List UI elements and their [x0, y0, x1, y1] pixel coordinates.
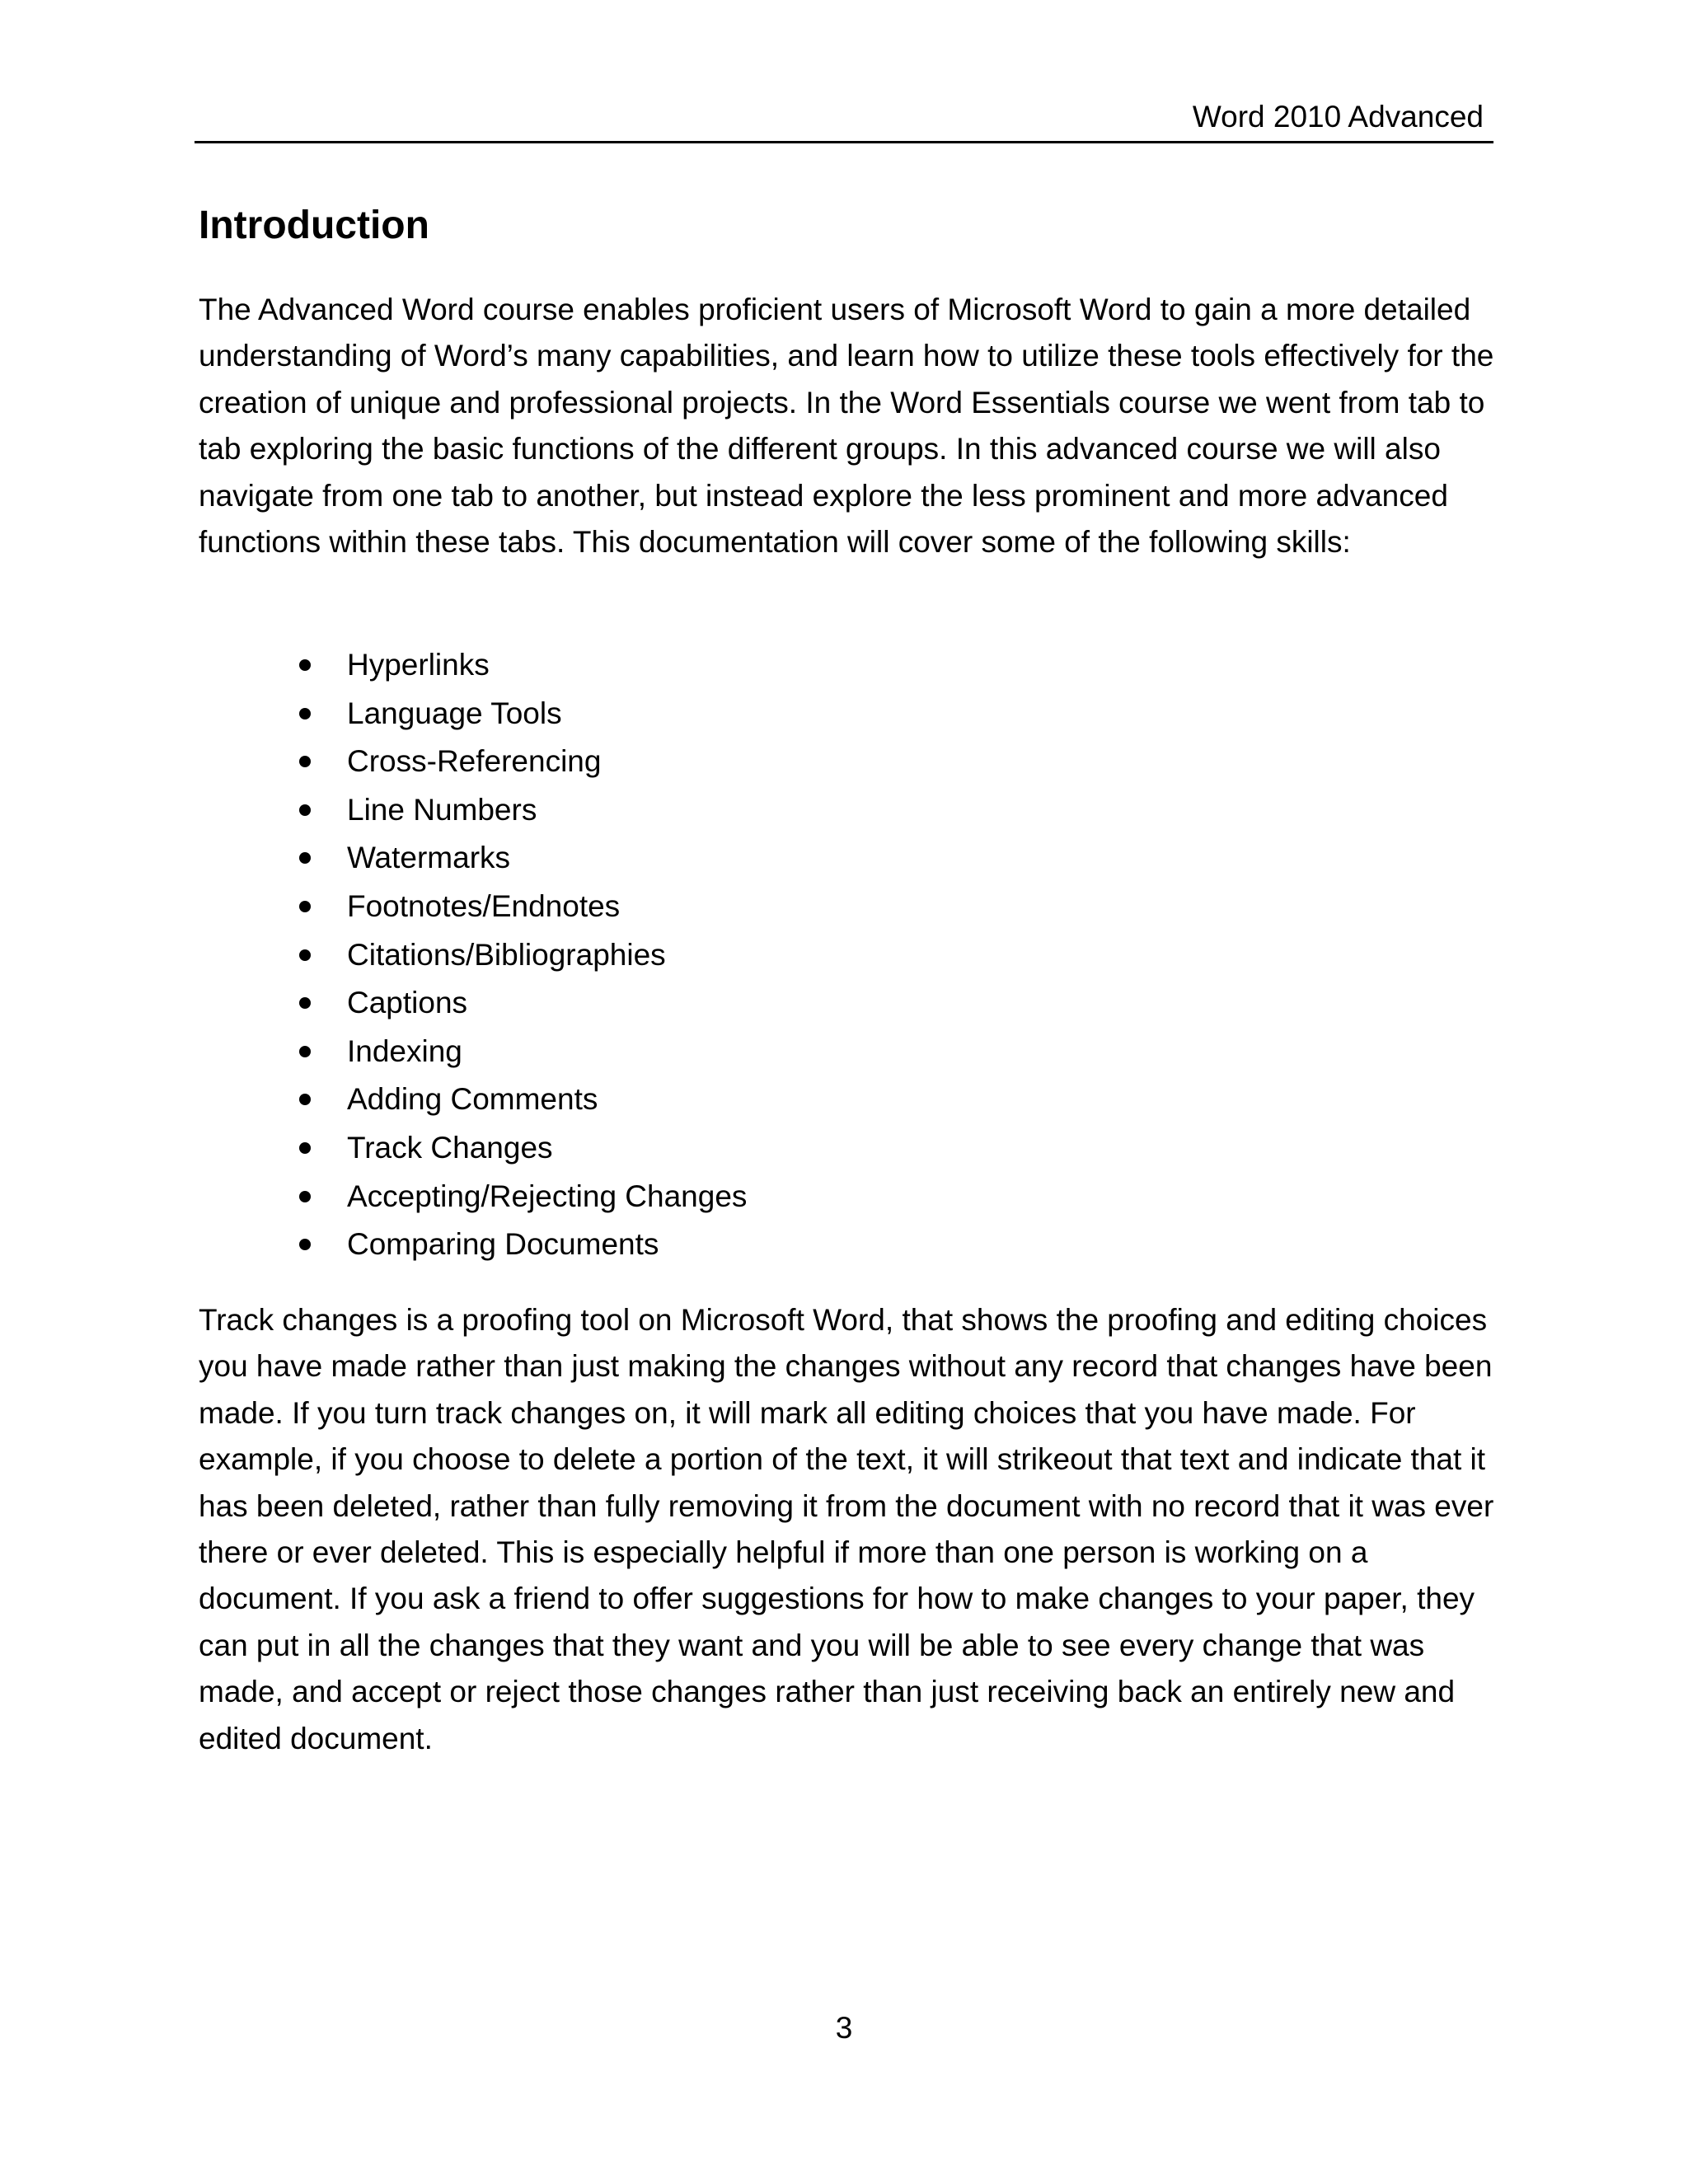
skill-label: Line Numbers: [347, 792, 537, 827]
bullet-icon: [299, 1046, 311, 1057]
skill-list-item: [294, 979, 1036, 1028]
running-header-title: Word 2010 Advanced: [1192, 100, 1484, 134]
bullet-icon: [299, 901, 311, 912]
bullet-icon: [299, 949, 311, 961]
bullet-icon: [299, 708, 311, 719]
closing-paragraph: Track changes is a proofing tool on Microsoft Word, that shows the proofing and editing choices you have made rather than just making the changes without any record that changes have been made. If you turn track changes on, it will mark all editing choices that you have made. For example, if you choose to delete a portion of the text, it will strikeout that text and indicate that it has been deleted, rather than fully removing it from the document with no record that it was ever there or ever deleted. This is especially helpful if more than one person is working on a document. If you ask a friend to offer suggestions for how to make changes to your paper, they can put in all the changes that they want and you will be able to see every change that was made, and accept or reject those changes rather than just receiving back an entirely new and edited document.: [199, 1303, 1494, 1755]
page-number: 3: [835, 2011, 853, 2045]
bullet-icon: [299, 1142, 311, 1154]
skill-list-item: [294, 786, 1036, 835]
running-header: [195, 96, 1493, 143]
section-title: Introduction: [199, 204, 429, 247]
skill-list-item: [294, 738, 1036, 786]
skill-label: Watermarks: [347, 841, 511, 875]
bullet-icon: [299, 659, 311, 671]
skill-label: Captions: [347, 986, 468, 1020]
intro-paragraph: The Advanced Word course enables proficient users of Microsoft Word to gain a more detailed understanding of Word’s many capabilities, and learn how to utilize these tools effectively for the creation of unique and professional projects. In the Word Essentials course we went from tab to tab exploring the basic functions of the different groups. In this advanced course we will also navigate from one tab to another, but instead explore the less prominent and more advanced functions within these tabs. This documentation will cover some of the following skills:: [199, 293, 1494, 560]
skill-label: Adding Comments: [347, 1082, 598, 1117]
skill-list-item: [294, 883, 1036, 931]
skill-label: Comparing Documents: [347, 1227, 659, 1262]
bullet-icon: [299, 804, 311, 816]
skill-list-item: [294, 1124, 1036, 1173]
skill-list-item: [294, 1221, 1036, 1269]
bullet-icon: [299, 1239, 311, 1250]
skill-label: Track Changes: [347, 1130, 553, 1165]
bullet-icon: [299, 756, 311, 767]
bullet-icon: [299, 997, 311, 1009]
skill-list-item: [294, 834, 1036, 883]
skill-list-item: [294, 690, 1036, 738]
skill-list-item: [294, 1173, 1036, 1221]
skill-label: Indexing: [347, 1033, 462, 1068]
skill-label: Citations/Bibliographies: [347, 937, 666, 972]
skill-list-item: [294, 1028, 1036, 1076]
bullet-icon: [299, 1191, 311, 1202]
bullet-icon: [299, 1094, 311, 1105]
skill-list-item: [294, 641, 1036, 690]
skill-label: Hyperlinks: [347, 648, 490, 682]
skill-list-item: [294, 1076, 1036, 1124]
skill-label: Language Tools: [347, 696, 562, 730]
skill-label: Cross-Referencing: [347, 744, 602, 779]
skill-label: Accepting/Rejecting Changes: [347, 1179, 748, 1213]
skill-label: Footnotes/Endnotes: [347, 888, 621, 923]
bullet-icon: [299, 852, 311, 864]
skill-list-item: [294, 931, 1036, 980]
skills-list: [294, 641, 1036, 1269]
